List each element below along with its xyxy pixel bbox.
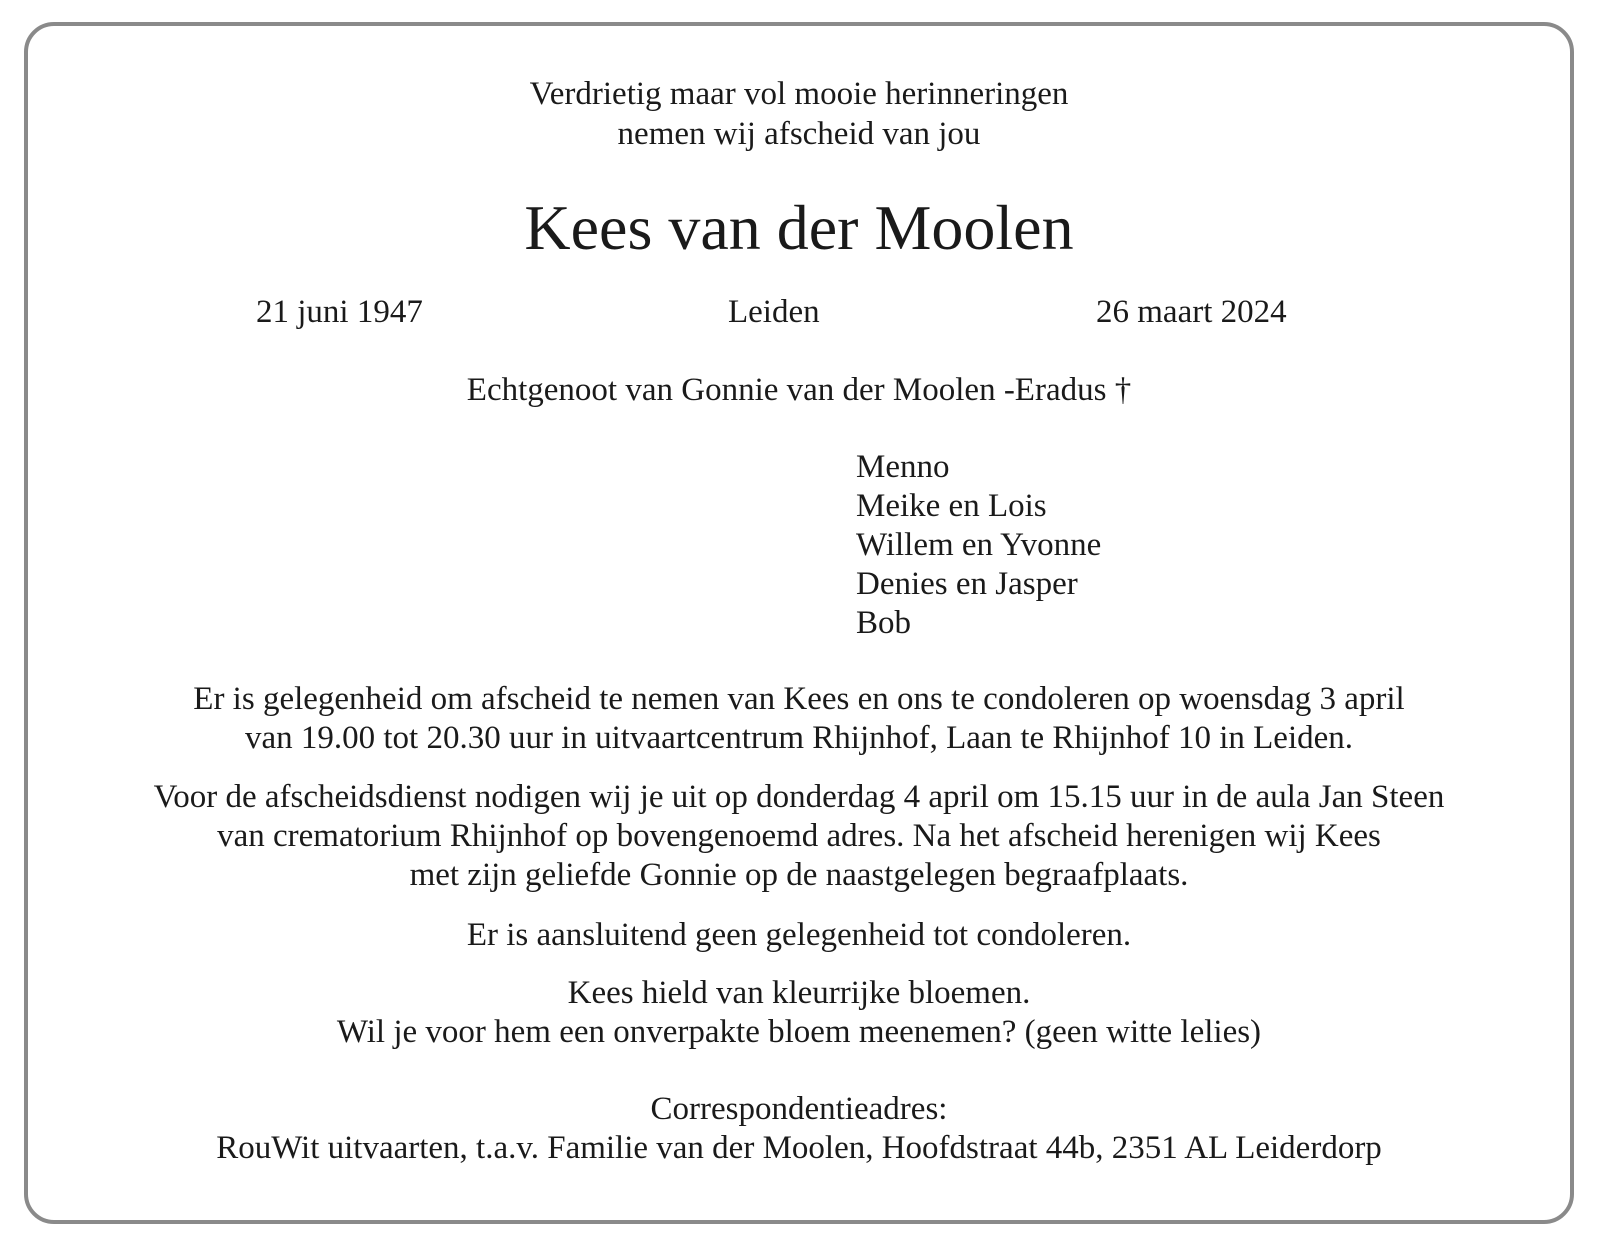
place: Leiden [728, 294, 820, 330]
flowers-line: Wil je voor hem een onverpakte bloem meenemen? (geen witte lelies) [336, 1014, 1262, 1050]
flowers-paragraph [28, 974, 1570, 1052]
correspondence-label: Correspondentieadres: [650, 1091, 948, 1127]
visitation-line: Er is gelegenheid om afscheid te nemen van Kees en ons te condoleren op woensdag 3 april [193, 681, 1405, 717]
family-member: Menno [856, 449, 950, 485]
flowers-line: Kees hield van kleurrijke bloemen. [567, 975, 1031, 1011]
correspondence-address: RouWit uitvaarten, t.a.v. Familie van der Moolen, Hoofdstraat 44b, 2351 AL Leiderdorp [216, 1130, 1382, 1166]
service-paragraph [28, 778, 1570, 895]
correspondence-block [28, 1090, 1570, 1168]
family-member: Willem en Yvonne [856, 527, 1102, 563]
visitation-paragraph [28, 680, 1570, 758]
spouse-line: Echtgenoot van Gonnie van der Moolen -Eradus † [466, 372, 1132, 408]
no-condolence-line: Er is aansluitend geen gelegenheid tot condoleren. [466, 917, 1132, 953]
family-member: Meike en Lois [856, 488, 1047, 524]
family-list [856, 448, 1101, 643]
visitation-line: van 19.00 tot 20.30 uur in uitvaartcentrum Rhijnhof, Laan te Rhijnhof 10 in Leiden. [244, 720, 1354, 756]
birth-date: 21 juni 1947 [256, 294, 423, 330]
service-line: Voor de afscheidsdienst nodigen wij je uit op donderdag 4 april om 15.15 uur in de aula Jan Steen [153, 779, 1445, 815]
family-member: Denies en Jasper [856, 566, 1078, 602]
intro-line: Verdrietig maar vol mooie herinneringen [529, 76, 1069, 112]
no-condolence-paragraph [28, 916, 1570, 955]
intro-text [28, 74, 1570, 154]
service-line: van crematorium Rhijnhof op bovengenoemd adres. Na het afscheid herenigen wij Kees [217, 818, 1381, 854]
obituary-card [24, 22, 1574, 1224]
deceased-name: Kees van der Moolen [524, 192, 1074, 263]
service-line: met zijn geliefde Gonnie op de naastgelegen begraafplaats. [409, 857, 1189, 893]
death-date: 26 maart 2024 [1096, 294, 1287, 330]
intro-line: nemen wij afscheid van jou [617, 116, 981, 152]
family-member: Bob [856, 605, 912, 641]
